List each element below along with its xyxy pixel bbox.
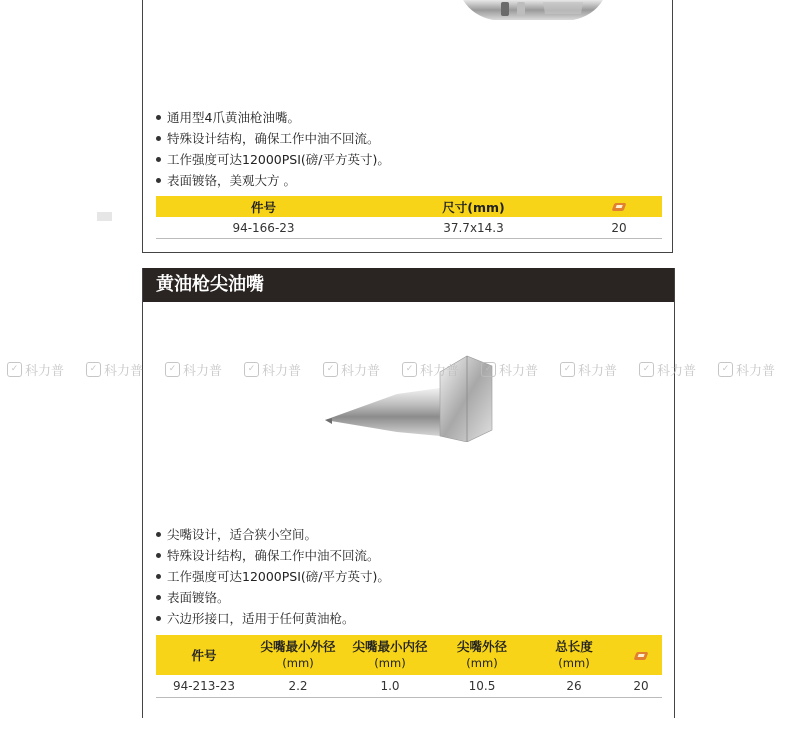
check-logo-icon: ✓ bbox=[481, 362, 496, 377]
watermark: ✓ 科力普 bbox=[158, 358, 237, 380]
grid-icon bbox=[612, 203, 627, 211]
spec-table bbox=[156, 635, 662, 698]
watermark: ✓ 科力普 bbox=[395, 358, 474, 380]
check-logo-icon: ✓ bbox=[639, 362, 654, 377]
feature-list bbox=[156, 107, 390, 191]
table-row: 94-166-23 37.7x14.3 20 bbox=[156, 217, 662, 239]
check-logo-icon: ✓ bbox=[402, 362, 417, 377]
header-total-length: 总长度 (mm) bbox=[555, 639, 593, 670]
check-logo-icon: ✓ bbox=[560, 362, 575, 377]
header-outer-dia: 尖嘴外径 (mm) bbox=[456, 639, 507, 670]
check-logo-icon: ✓ bbox=[165, 362, 180, 377]
header-part-number: 件号 bbox=[191, 647, 217, 663]
product-title: 黄油枪尖油嘴 bbox=[143, 268, 674, 302]
header-min-inner-dia: 尖嘴最小内径 (mm) bbox=[352, 639, 428, 670]
watermark: ✓ 科力普 bbox=[711, 358, 790, 380]
product-image-coupler bbox=[443, 0, 623, 22]
feature-item: 特殊设计结构，确保工作中油不回流。 bbox=[156, 545, 390, 566]
feature-item: 通用型4爪黄油枪油嘴。 bbox=[156, 107, 390, 128]
check-logo-icon: ✓ bbox=[244, 362, 259, 377]
header-size: 尺寸(mm) bbox=[442, 199, 505, 215]
side-marker bbox=[97, 212, 112, 221]
table-row: 94-213-23 2.2 1.0 10.5 26 20 bbox=[156, 675, 662, 698]
spec-table-header bbox=[156, 196, 662, 217]
watermark: ✓ 科力普 bbox=[316, 358, 395, 380]
check-logo-icon: ✓ bbox=[718, 362, 733, 377]
product-card-tip-nozzle bbox=[142, 268, 675, 718]
feature-item: 工作强度可达12000PSI(磅/平方英寸)。 bbox=[156, 149, 390, 170]
watermark: ✓ 科力普 bbox=[0, 358, 79, 380]
feature-list bbox=[156, 524, 390, 629]
feature-item: 特殊设计结构，确保工作中油不回流。 bbox=[156, 128, 390, 149]
product-image-tip-nozzle bbox=[322, 352, 497, 442]
watermark: ✓ 科力普 bbox=[237, 358, 316, 380]
spec-table bbox=[156, 196, 662, 239]
product-card-grease-nozzle bbox=[142, 0, 673, 253]
spec-table-header bbox=[156, 635, 662, 675]
watermark: ✓ 科力普 bbox=[79, 358, 158, 380]
check-logo-icon: ✓ bbox=[86, 362, 101, 377]
header-pack-qty bbox=[576, 199, 662, 214]
header-min-outer-dia: 尖嘴最小外径 (mm) bbox=[260, 639, 336, 670]
watermark: ✓ 科力普 bbox=[632, 358, 711, 380]
watermark: ✓ 科力普 bbox=[553, 358, 632, 380]
feature-item: 六边形接口，适用于任何黄油枪。 bbox=[156, 608, 390, 629]
header-pack-qty bbox=[620, 648, 662, 663]
feature-item: 表面镀铬。 bbox=[156, 587, 390, 608]
header-part-number: 件号 bbox=[250, 199, 276, 215]
feature-item: 工作强度可达12000PSI(磅/平方英寸)。 bbox=[156, 566, 390, 587]
feature-item: 表面镀铬，美观大方 。 bbox=[156, 170, 390, 191]
check-logo-icon: ✓ bbox=[7, 362, 22, 377]
grid-icon bbox=[634, 652, 649, 660]
check-logo-icon: ✓ bbox=[323, 362, 338, 377]
feature-item: 尖嘴设计，适合狭小空间。 bbox=[156, 524, 390, 545]
watermark: ✓ 科力普 bbox=[474, 358, 553, 380]
